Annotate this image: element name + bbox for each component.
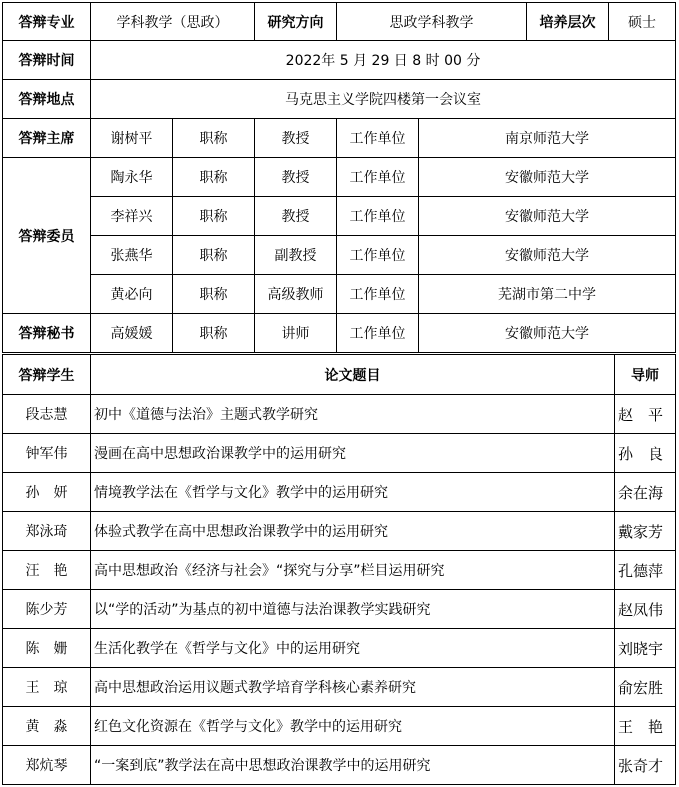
unit-label: 工作单位: [337, 275, 419, 314]
table-row: [3, 551, 676, 590]
unit-label: 工作单位: [337, 119, 419, 158]
advisor-name: 孙 良: [615, 434, 676, 473]
thesis-title: 以“学的活动”为基点的初中道德与法治课教学实践研究: [91, 590, 615, 629]
secretary-name: 高媛媛: [91, 314, 173, 353]
level-value: 硕士: [609, 3, 676, 41]
unit-label: 工作单位: [337, 197, 419, 236]
thesis-title: 红色文化资源在《哲学与文化》教学中的运用研究: [91, 707, 615, 746]
table-row: [3, 668, 676, 707]
title-label: 职称: [173, 236, 255, 275]
chair-title: 教授: [255, 119, 337, 158]
level-label: 培养层次: [527, 3, 609, 41]
table-row: [3, 434, 676, 473]
direction-label: 研究方向: [255, 3, 337, 41]
student-header: 答辩学生: [3, 355, 91, 395]
thesis-title: 体验式教学在高中思想政治课教学中的运用研究: [91, 512, 615, 551]
secretary-title: 讲师: [255, 314, 337, 353]
students-header-row: [3, 355, 676, 395]
members-label: 答辩委员: [3, 158, 91, 314]
chair-name: 谢树平: [91, 119, 173, 158]
advisor-name: 孔德萍: [615, 551, 676, 590]
advisor-name: 张奇才: [615, 746, 676, 785]
advisor-name: 赵凤伟: [615, 590, 676, 629]
student-name: 段志慧: [3, 395, 91, 434]
major-value: 学科教学（思政）: [91, 3, 255, 41]
chair-unit: 南京师范大学: [419, 119, 676, 158]
member-name: 张燕华: [91, 236, 173, 275]
students-table: [2, 354, 676, 785]
title-label: 职称: [173, 119, 255, 158]
title-label: 职称: [173, 275, 255, 314]
member-row: [3, 158, 676, 197]
time-row: [3, 41, 676, 80]
member-row: [3, 197, 676, 236]
thesis-title: 情境教学法在《哲学与文化》教学中的运用研究: [91, 473, 615, 512]
defense-info-table: [2, 2, 676, 353]
student-name: 郑泳琦: [3, 512, 91, 551]
member-row: [3, 275, 676, 314]
member-unit: 安徽师范大学: [419, 236, 676, 275]
member-title: 副教授: [255, 236, 337, 275]
place-label: 答辩地点: [3, 80, 91, 119]
advisor-header: 导师: [615, 355, 676, 395]
thesis-title: 初中《道德与法治》主题式教学研究: [91, 395, 615, 434]
thesis-title: 高中思想政治《经济与社会》“探究与分享”栏目运用研究: [91, 551, 615, 590]
secretary-row: [3, 314, 676, 353]
secretary-unit: 安徽师范大学: [419, 314, 676, 353]
advisor-name: 戴家芳: [615, 512, 676, 551]
advisor-name: 王 艳: [615, 707, 676, 746]
advisor-name: 刘晓宇: [615, 629, 676, 668]
member-title: 高级教师: [255, 275, 337, 314]
student-name: 钟军伟: [3, 434, 91, 473]
thesis-header: 论文题目: [91, 355, 615, 395]
member-unit: 安徽师范大学: [419, 158, 676, 197]
chair-label: 答辩主席: [3, 119, 91, 158]
member-name: 李祥兴: [91, 197, 173, 236]
table-row: [3, 746, 676, 785]
advisor-name: 俞宏胜: [615, 668, 676, 707]
student-name: 黄 淼: [3, 707, 91, 746]
unit-label: 工作单位: [337, 158, 419, 197]
table-row: [3, 473, 676, 512]
advisor-name: 赵 平: [615, 395, 676, 434]
student-name: 王 琼: [3, 668, 91, 707]
time-label: 答辩时间: [3, 41, 91, 80]
table-row: [3, 395, 676, 434]
member-title: 教授: [255, 158, 337, 197]
student-name: 陈少芳: [3, 590, 91, 629]
thesis-title: 生活化教学在《哲学与文化》中的运用研究: [91, 629, 615, 668]
unit-label: 工作单位: [337, 236, 419, 275]
major-row: [3, 3, 676, 41]
place-value: 马克思主义学院四楼第一会议室: [91, 80, 676, 119]
student-name: 郑炕琴: [3, 746, 91, 785]
unit-label: 工作单位: [337, 314, 419, 353]
secretary-label: 答辩秘书: [3, 314, 91, 353]
thesis-title: “一案到底”教学法在高中思想政治课教学中的运用研究: [91, 746, 615, 785]
chair-row: [3, 119, 676, 158]
major-label: 答辩专业: [3, 3, 91, 41]
member-name: 陶永华: [91, 158, 173, 197]
student-name: 汪 艳: [3, 551, 91, 590]
thesis-title: 漫画在高中思想政治课教学中的运用研究: [91, 434, 615, 473]
time-value: 2022年 5 月 29 日 8 时 00 分: [91, 41, 676, 80]
member-unit: 芜湖市第二中学: [419, 275, 676, 314]
title-label: 职称: [173, 197, 255, 236]
member-title: 教授: [255, 197, 337, 236]
table-row: [3, 512, 676, 551]
member-unit: 安徽师范大学: [419, 197, 676, 236]
table-row: [3, 590, 676, 629]
direction-value: 思政学科教学: [337, 3, 527, 41]
member-name: 黄必向: [91, 275, 173, 314]
thesis-title: 高中思想政治运用议题式教学培育学科核心素养研究: [91, 668, 615, 707]
table-row: [3, 629, 676, 668]
title-label: 职称: [173, 158, 255, 197]
advisor-name: 余在海: [615, 473, 676, 512]
place-row: [3, 80, 676, 119]
title-label: 职称: [173, 314, 255, 353]
student-name: 陈 姗: [3, 629, 91, 668]
member-row: [3, 236, 676, 275]
table-row: [3, 707, 676, 746]
student-name: 孙 妍: [3, 473, 91, 512]
